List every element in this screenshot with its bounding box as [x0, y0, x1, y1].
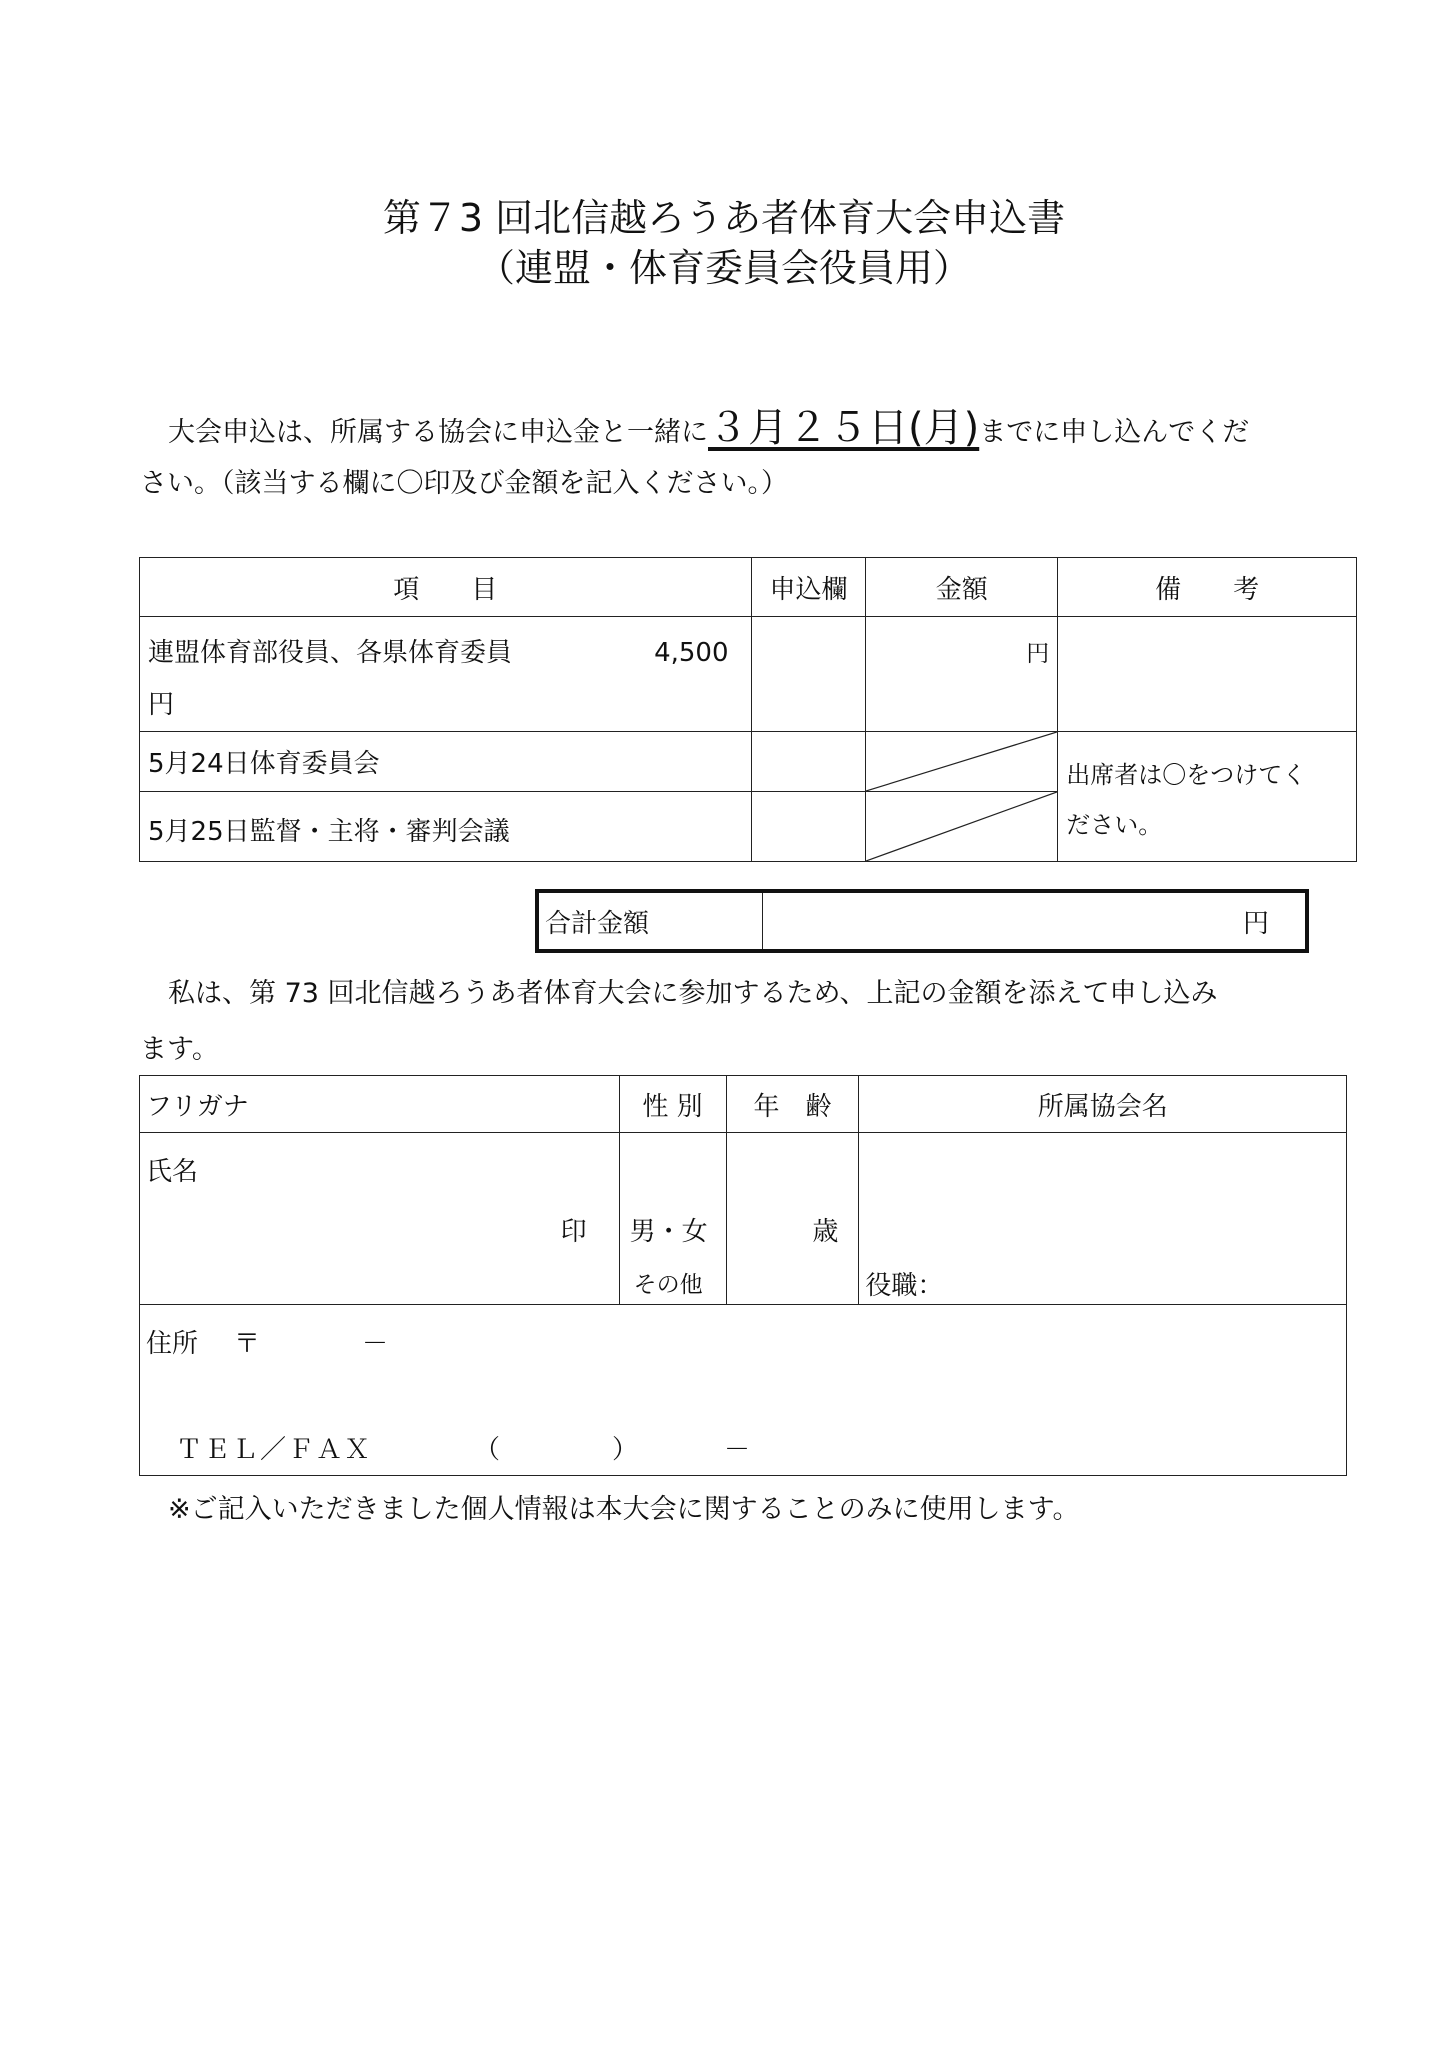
postal-mark: 〒 — [234, 1329, 261, 1359]
name-label: 氏名 — [146, 1157, 199, 1187]
officer-apply-cell[interactable] — [751, 617, 866, 732]
name-cell[interactable] — [140, 1133, 620, 1305]
committee-apply-cell[interactable] — [751, 732, 866, 792]
age-header: 年 齢 — [726, 1076, 859, 1133]
header-apply: 申込欄 — [751, 558, 866, 617]
meeting-item: 5月25日監督・主将・審判会議 — [140, 792, 752, 862]
header-note: 備 考 — [1058, 558, 1357, 617]
fee-row-committee — [140, 732, 1357, 792]
intro-line-1 — [168, 405, 1250, 453]
slash-line — [866, 792, 1057, 861]
total-amount-cell[interactable] — [763, 891, 1307, 951]
position-label: 役職： — [865, 1271, 944, 1301]
furigana-text: フリガナ — [146, 1091, 249, 1122]
applicant-table — [139, 1075, 1347, 1476]
tel-paren-open: （ — [474, 1435, 501, 1465]
association-cell[interactable] — [859, 1133, 1347, 1305]
committee-amount-slashed — [866, 732, 1058, 792]
declaration-line-2: ます。 — [140, 1034, 219, 1065]
intro-text-after: までに申し込んでくだ — [979, 417, 1250, 448]
gender-other: その他 — [633, 1272, 703, 1298]
total-table — [535, 889, 1309, 953]
header-amount: 金額 — [866, 558, 1058, 617]
fee-table-header-row — [140, 558, 1357, 617]
privacy-footnote: ※ご記入いただきました個人情報は本大会に関することのみに使用します。 — [168, 1494, 1080, 1525]
fee-row-officer — [140, 617, 1357, 732]
address-cell[interactable] — [140, 1305, 1347, 1476]
fee-row-officer-item — [140, 617, 752, 732]
tel-dash: － — [724, 1435, 751, 1465]
age-unit: 歳 — [812, 1217, 839, 1247]
association-header: 所属協会名 — [859, 1076, 1347, 1133]
slash-line — [866, 732, 1057, 791]
total-label: 合計金額 — [537, 891, 763, 951]
officer-amount-cell[interactable] — [866, 617, 1058, 732]
tel-paren-close: ） — [612, 1435, 639, 1465]
fee-table — [139, 557, 1357, 862]
applicant-main-row — [140, 1133, 1347, 1305]
gender-cell[interactable] — [619, 1133, 726, 1305]
page-title: 第７3 回北信越ろうあ者体育大会申込書 — [382, 196, 1066, 240]
tel-fax-label: ＴＥＬ／ＦＡＸ — [176, 1435, 373, 1465]
officer-note-cell[interactable] — [1058, 617, 1357, 732]
applicant-header-row — [140, 1076, 1347, 1133]
attendance-note-line-2: ださい。 — [1066, 811, 1163, 839]
header-item: 項 目 — [140, 558, 752, 617]
attendance-note-line-1: 出席者は〇をつけてく — [1066, 761, 1307, 789]
meeting-apply-cell[interactable] — [751, 792, 866, 862]
total-yen: 円 — [1242, 908, 1269, 939]
officer-amount-yen: 円 — [1026, 641, 1050, 667]
attendance-note — [1058, 732, 1357, 862]
officer-item-label: 連盟体育部役員、各県体育委員 — [148, 638, 513, 668]
address-label: 住所 — [146, 1329, 199, 1359]
gender-options: 男・女 — [629, 1217, 708, 1247]
committee-item: 5月24日体育委員会 — [140, 732, 752, 792]
deadline-date: ３月２５日(月) — [708, 405, 980, 451]
meeting-amount-slashed — [866, 792, 1058, 862]
officer-price-unit: 円 — [148, 690, 175, 720]
postal-dash: － — [362, 1329, 389, 1359]
seal-mark: 印 — [560, 1217, 587, 1247]
age-cell[interactable] — [726, 1133, 859, 1305]
officer-price: 4,500 — [654, 638, 729, 668]
furigana-label[interactable] — [140, 1076, 620, 1133]
intro-line-2: さい。（該当する欄に〇印及び金額を記入ください。） — [140, 468, 788, 499]
page-subtitle: （連盟・体育委員会役員用） — [476, 246, 971, 290]
intro-text-before: 大会申込は、所属する協会に申込金と一緒に — [168, 417, 708, 448]
gender-header: 性 別 — [619, 1076, 726, 1133]
address-row — [140, 1305, 1347, 1476]
declaration-line-1: 私は、第 73 回北信越ろうあ者体育大会に参加するため、上記の金額を添えて申し込み — [168, 978, 1218, 1009]
